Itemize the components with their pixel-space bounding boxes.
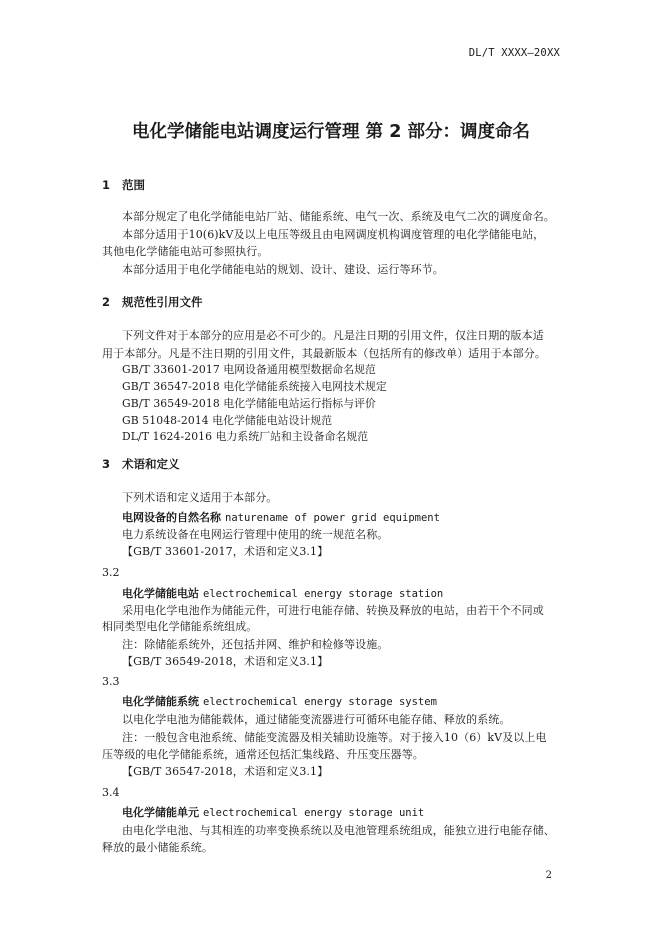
paragraph: 本部分适用于电化学储能电站的规划、设计、建设、运行等环节。 bbox=[122, 263, 444, 276]
term-name-zh: 电网设备的自然名称 bbox=[122, 511, 221, 524]
term-definition: 相同类型电化学储能系统组成。 bbox=[102, 620, 258, 633]
paragraph: 用于本部分。凡是不注日期的引用文件，其最新版本（包括所有的修改单）适用于本部分。 bbox=[102, 347, 546, 360]
term-name-en: electrochemical energy storage unit bbox=[203, 807, 425, 819]
term-note: 注：除储能系统外，还包括并网、维护和检修等设施。 bbox=[122, 638, 389, 651]
term-title bbox=[122, 804, 424, 820]
term-definition: 采用电化学电池作为储能元件，可进行电能存储、转换及释放的电站，由若干个不同或 bbox=[122, 604, 544, 617]
term-source: 【GB/T 36547-2018，术语和定义3.1】 bbox=[122, 765, 329, 778]
term-number: 3.4 bbox=[102, 786, 120, 799]
section-heading-scope bbox=[102, 177, 145, 193]
paragraph: 下列术语和定义适用于本部分。 bbox=[122, 491, 278, 504]
paragraph: 本部分规定了电化学储能电站厂站、储能系统、电气一次、系统及电气二次的调度命名。 bbox=[122, 210, 555, 223]
paragraph: 其他电化学储能电站可参照执行。 bbox=[102, 245, 269, 258]
term-name-zh: 电化学储能单元 bbox=[122, 806, 199, 819]
term-name-en: electrochemical energy storage system bbox=[203, 696, 437, 708]
reference-item: GB/T 36547-2018 电化学储能系统接入电网技术规定 bbox=[122, 380, 387, 393]
section-title: 术语和定义 bbox=[122, 457, 180, 471]
term-definition: 释放的最小储能系统。 bbox=[102, 841, 213, 854]
term-title bbox=[122, 585, 443, 601]
term-note: 压等级的电化学储能系统，通常还包括汇集线路、升压变压器等。 bbox=[102, 748, 424, 761]
term-definition: 电力系统设备在电网运行管理中使用的统一规范名称。 bbox=[122, 528, 389, 541]
term-number: 3.2 bbox=[102, 566, 120, 579]
section-title: 规范性引用文件 bbox=[122, 295, 203, 309]
term-name-zh: 电化学储能系统 bbox=[122, 695, 199, 708]
section-heading-terms bbox=[102, 456, 180, 472]
term-title bbox=[122, 693, 437, 709]
term-title bbox=[122, 509, 440, 525]
section-number: 2 bbox=[102, 295, 111, 309]
reference-item: GB/T 33601-2017 电网设备通用模型数据命名规范 bbox=[122, 363, 376, 376]
document-code: DL/T XXXX—20XX bbox=[468, 47, 560, 59]
term-number: 3.3 bbox=[102, 675, 120, 688]
reference-item: GB 51048-2014 电化学储能电站设计规范 bbox=[122, 414, 333, 427]
term-definition: 由电化学电池、与其相连的功率变换系统以及电池管理系统组成，能独立进行电能存储、 bbox=[122, 824, 555, 837]
term-source: 【GB/T 33601-2017，术语和定义3.1】 bbox=[122, 545, 329, 558]
section-number: 3 bbox=[102, 457, 111, 471]
paragraph: 本部分适用于10(6)kV及以上电压等级且由电网调度机构调度管理的电化学储能电站， bbox=[122, 228, 545, 241]
reference-item: DL/T 1624-2016 电力系统厂站和主设备命名规范 bbox=[122, 430, 369, 443]
term-note: 注：一般包含电池系统、储能变流器及相关辅助设施等。对于接入10（6）kV及以上电 bbox=[122, 731, 547, 744]
section-number: 1 bbox=[102, 178, 111, 192]
term-name-en: naturename of power grid equipment bbox=[225, 512, 440, 524]
page-number: 2 bbox=[545, 870, 552, 881]
term-name-en: electrochemical energy storage station bbox=[203, 588, 444, 600]
term-source: 【GB/T 36549-2018，术语和定义3.1】 bbox=[122, 655, 329, 668]
page-title: 电化学储能电站调度运行管理 第 2 部分：调度命名 bbox=[132, 122, 530, 142]
term-name-zh: 电化学储能电站 bbox=[122, 587, 199, 600]
reference-item: GB/T 36549-2018 电化学储能电站运行指标与评价 bbox=[122, 397, 376, 410]
section-heading-normative-references bbox=[102, 294, 203, 310]
paragraph: 下列文件对于本部分的应用是必不可少的。凡是注日期的引用文件，仅注日期的版本适 bbox=[122, 329, 544, 342]
term-definition: 以电化学电池为储能载体，通过储能变流器进行可循环电能存储、释放的系统。 bbox=[122, 713, 511, 726]
section-title: 范围 bbox=[122, 178, 145, 192]
